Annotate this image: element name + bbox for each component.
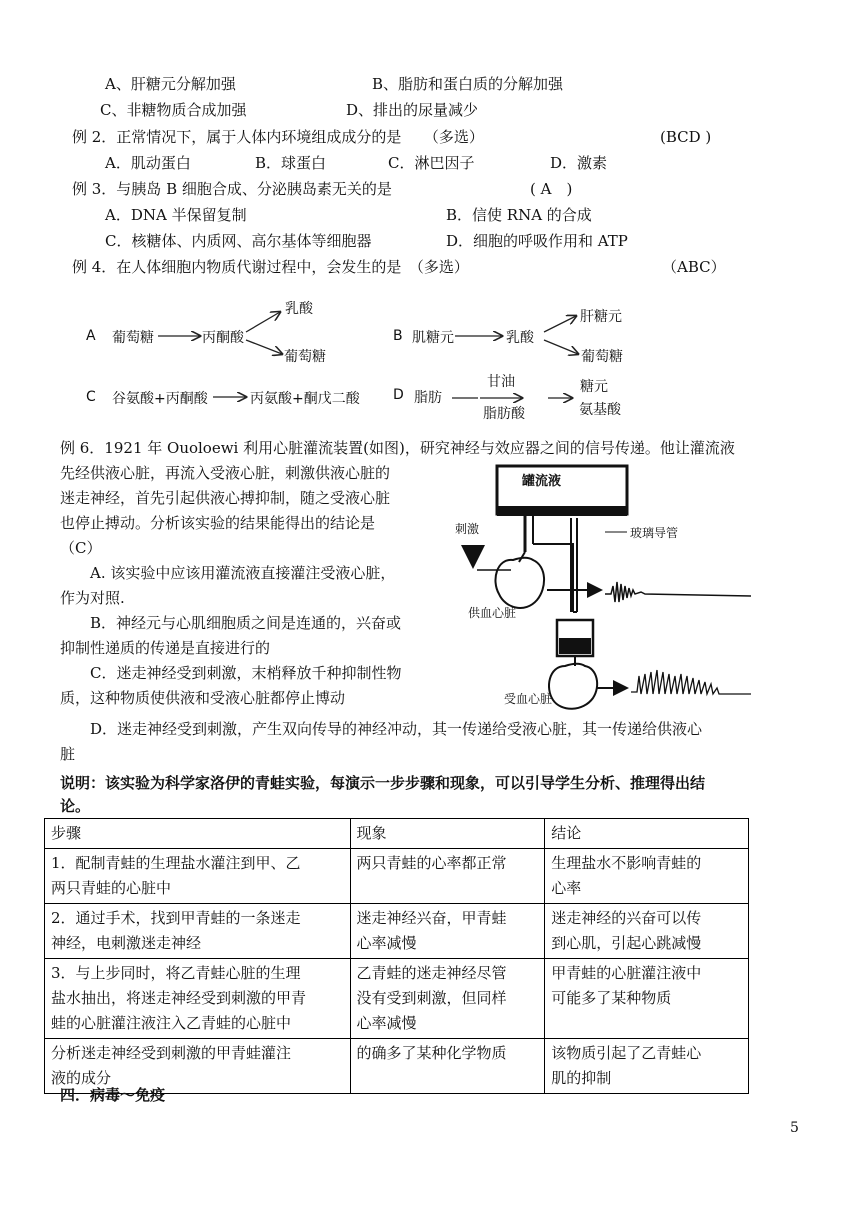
q2-option-d: D．激素 bbox=[550, 154, 608, 172]
reaction-d-glycogen: 糖元 bbox=[580, 379, 608, 395]
q6-option-a-2: 作为对照. bbox=[60, 589, 125, 607]
table-header-row bbox=[45, 819, 749, 849]
figure-donor-heart-label: 供血心脏 bbox=[468, 606, 517, 620]
q1-option-a: A、肝糖元分解加强 bbox=[105, 75, 236, 93]
reaction-d-label: D bbox=[393, 387, 404, 403]
cell-phenomenon: 乙青蛙的迷走神经尽管 没有受到刺激，但同样 心率减慢 bbox=[350, 959, 545, 1039]
q6-option-d-1: D．迷走神经受到刺激，产生双向传导的神经冲动，其一传递给受液心脏，其一传递给供液心 bbox=[90, 720, 703, 738]
q3-option-a: A．DNA 半保留复制 bbox=[105, 206, 247, 224]
q6-line-1: 先经供液心脏，再流入受液心脏，刺激供液心脏的 bbox=[60, 464, 391, 482]
q2-option-a: A．肌动蛋白 bbox=[105, 154, 191, 172]
q1-option-c: C、非糖物质合成加强 bbox=[100, 101, 247, 119]
q6-answer: （C） bbox=[60, 539, 102, 557]
perfusion-apparatus bbox=[455, 462, 755, 712]
note-line-1: 说明：该实验为科学家洛伊的青蛙实验，每演示一步步骤和现象，可以引导学生分析、推理得出结 bbox=[60, 774, 706, 792]
q2-answer: (BCD ) bbox=[660, 128, 712, 146]
figure-perfusate-label: 罐流液 bbox=[522, 474, 562, 489]
reaction-b-liver-glycogen: 肝糖元 bbox=[580, 309, 622, 325]
q6-option-b-2: 抑制性递质的传递是直接进行的 bbox=[60, 639, 271, 657]
note-line-2: 论。 bbox=[60, 797, 91, 815]
header-step: 步骤 bbox=[45, 819, 351, 849]
reaction-d-fat: 脂肪 bbox=[414, 390, 442, 406]
table-row bbox=[45, 904, 749, 959]
figure-recipient-heart-label: 受血心脏 bbox=[504, 692, 553, 706]
reaction-c-reactants: 谷氨酸+丙酮酸 bbox=[112, 391, 208, 407]
cell-conclusion: 该物质引起了乙青蛙心 肌的抑制 bbox=[545, 1039, 749, 1094]
reaction-a-label: A bbox=[86, 328, 96, 344]
cell-step: 1．配制青蛙的生理盐水灌注到甲、乙 两只青蛙的心脏中 bbox=[45, 849, 351, 904]
q6-option-c-1: C．迷走神经受到刺激，末梢释放千种抑制性物 bbox=[90, 664, 402, 682]
figure-stimulus-label: 刺激 bbox=[455, 522, 480, 536]
reaction-d-amino-acid: 氨基酸 bbox=[579, 402, 621, 418]
cell-phenomenon: 两只青蛙的心率都正常 bbox=[350, 849, 545, 904]
q3-stem: 例 3．与胰岛 B 细胞合成、分泌胰岛素无关的是 bbox=[72, 180, 392, 198]
page-number: 5 bbox=[790, 1120, 799, 1136]
reaction-c-label: C bbox=[86, 389, 96, 405]
header-phenomenon: 现象 bbox=[350, 819, 545, 849]
reaction-arrows bbox=[0, 0, 860, 430]
cell-conclusion: 甲青蛙的心脏灌注液中 可能多了某种物质 bbox=[545, 959, 749, 1039]
q1-option-d: D、排出的尿量减少 bbox=[346, 101, 479, 119]
q6-option-a-1: A. 该实验中应该用灌流液直接灌注受液心脏， bbox=[90, 564, 396, 582]
q3-option-b: B．信使 RNA 的合成 bbox=[446, 206, 592, 224]
reaction-b-label: B bbox=[393, 328, 403, 344]
q3-option-d: D．细胞的呼吸作用和 ATP bbox=[446, 232, 628, 250]
q6-line-2: 迷走神经，首先引起供液心搏抑制，随之受液心脏 bbox=[60, 489, 391, 507]
reaction-a-lactate: 乳酸 bbox=[285, 301, 313, 317]
reaction-a-pyruvate: 丙酮酸 bbox=[202, 330, 244, 346]
q2-option-c: C．淋巴因子 bbox=[388, 154, 475, 172]
figure-glass-tube-label: 玻璃导管 bbox=[630, 526, 679, 540]
cell-step: 2．通过手术，找到甲青蛙的一条迷走 神经，电刺激迷走神经 bbox=[45, 904, 351, 959]
q6-option-c-2: 质，这种物质使供液和受液心脏都停止博动 bbox=[60, 689, 346, 707]
reaction-b-lactate: 乳酸 bbox=[506, 330, 534, 346]
q6-line-3: 也停止搏动。分析该实验的结果能得出的结论是 bbox=[60, 514, 376, 532]
cell-step: 分析迷走神经受到刺激的甲青蛙灌注 液的成分 bbox=[45, 1039, 351, 1094]
reaction-d-glycerol: 甘油 bbox=[487, 374, 515, 390]
reaction-b-muscle-glycogen: 肌糖元 bbox=[412, 330, 454, 346]
cell-conclusion: 生理盐水不影响青蛙的 心率 bbox=[545, 849, 749, 904]
reaction-a-glucose: 葡萄糖 bbox=[112, 330, 154, 346]
q2-stem: 例 2．正常情况下，属于人体内环境组成成分的是 （多选） bbox=[72, 128, 484, 146]
experiment-table bbox=[44, 818, 749, 1094]
reaction-b-glucose: 葡萄糖 bbox=[581, 349, 623, 365]
q4-answer: （ABC） bbox=[662, 258, 726, 276]
header-conclusion: 结论 bbox=[545, 819, 749, 849]
cell-conclusion: 迷走神经的兴奋可以传 到心肌，引起心跳减慢 bbox=[545, 904, 749, 959]
q6-option-b-1: B．神经元与心肌细胞质之间是连通的，兴奋或 bbox=[90, 614, 402, 632]
cell-step: 3．与上步同时，将乙青蛙心脏的生理 盐水抽出，将迷走神经受到刺激的甲青 蛙的心脏灌注液注入乙青蛙的心脏中 bbox=[45, 959, 351, 1039]
table-row bbox=[45, 959, 749, 1039]
q6-intro: 例 6．1921 年 Ouoloewi 利用心脏灌流装置(如图)，研究神经与效应器之间的信号传递。他让灌流液 bbox=[60, 439, 735, 457]
q4-stem: 例 4．在人体细胞内物质代谢过程中，会发生的是 （多选） bbox=[72, 258, 469, 276]
q2-option-b: B．球蛋白 bbox=[255, 154, 327, 172]
cell-phenomenon: 的确多了某种化学物质 bbox=[350, 1039, 545, 1094]
q3-answer: ( A ) bbox=[530, 180, 573, 198]
table-row bbox=[45, 849, 749, 904]
q3-option-c: C．核糖体、内质网、高尔基体等细胞器 bbox=[105, 232, 372, 250]
reaction-d-fatty-acid: 脂肪酸 bbox=[483, 406, 525, 422]
section-title: 四．病毒～免疫 bbox=[60, 1086, 166, 1104]
reaction-a-glucose-product: 葡萄糖 bbox=[284, 349, 326, 365]
cell-phenomenon: 迷走神经兴奋，甲青蛙 心率减慢 bbox=[350, 904, 545, 959]
reaction-c-products: 丙氨酸+酮戊二酸 bbox=[250, 391, 360, 407]
q6-option-d-2: 脏 bbox=[60, 745, 76, 763]
q1-option-b: B、脂肪和蛋白质的分解加强 bbox=[372, 75, 564, 93]
